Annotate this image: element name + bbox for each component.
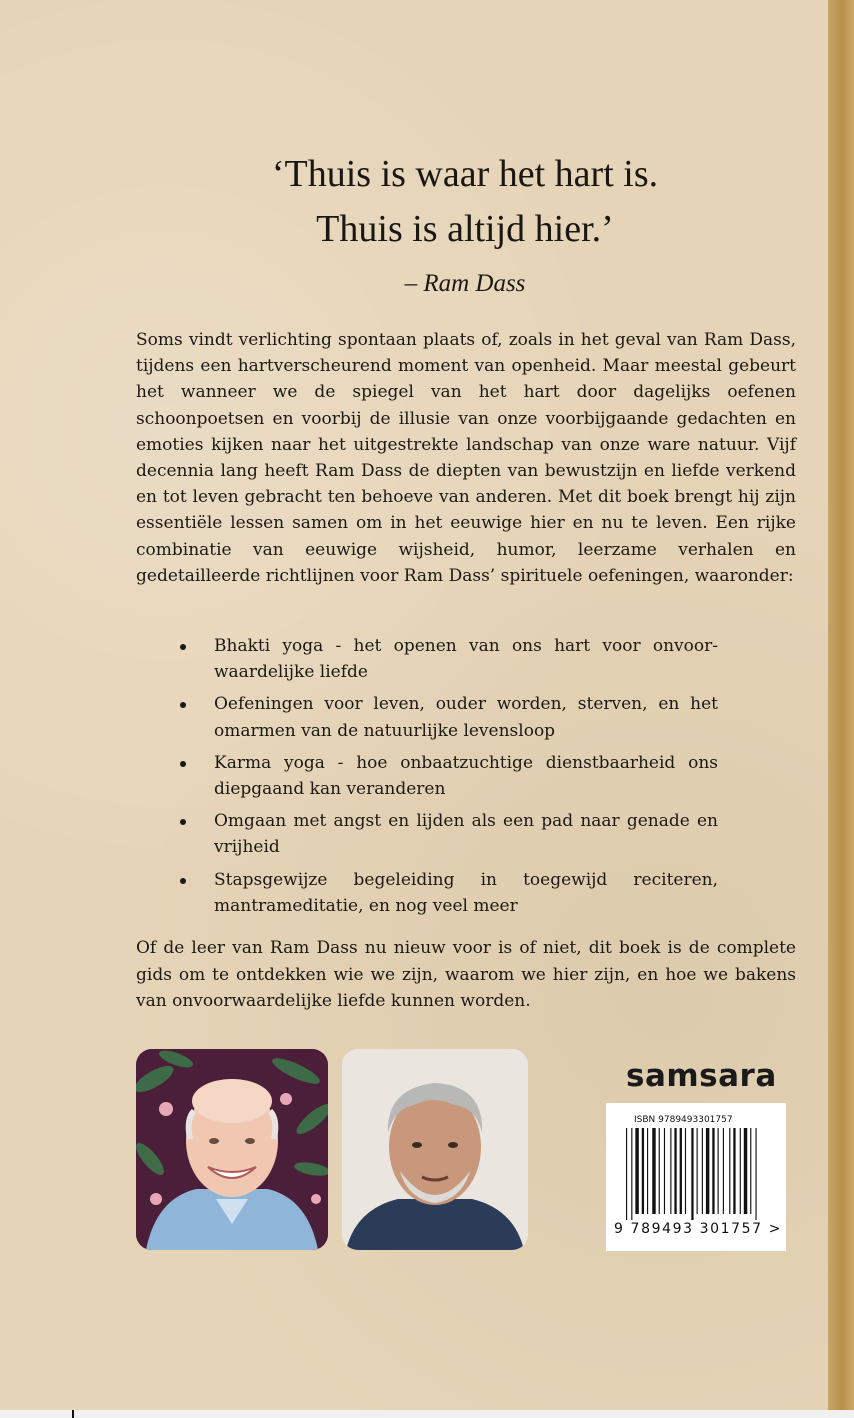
list-item — [178, 750, 718, 802]
isbn-label: ISBN 9789493301757 — [634, 1115, 733, 1125]
page-bottom-tick — [72, 1410, 74, 1418]
isbn-barcode — [606, 1103, 786, 1251]
barcode-bar — [647, 1128, 648, 1214]
portrait-illustration-1 — [136, 1049, 328, 1250]
barcode-bar — [744, 1128, 747, 1214]
intro-paragraph: Soms vindt verlichting spontaan plaats of, zoals in het geval van Ram Dass, tijdens een hartverscheurend moment van openheid. Maar meestal gebeurt het wanneer we de spiegel van het hart door dagelijks oefenen schoonpoetsen en voorbij de illusie van onze voorbijgaande gedachten en emoties kijken naar het uitgestrekte landschap van onze ware natuur. Vijf decennia lang heeft Ram Dass de diepten van bewustzijn en liefde verkend en tot leven gebracht ten behoeve van anderen. Met dit boek brengt hij zijn essentiële lessen samen om in het eeuwige hier en nu te leven. Een rijke combinatie van eeuwige wijsheid, humor, leerzame verhalen en gedetailleerde richtlijnen voor Ram Dass’ spirituele oefeningen, waaronder: — [136, 330, 796, 586]
barcode-bar — [750, 1128, 751, 1214]
barcode-bar — [733, 1128, 735, 1214]
barcode-bar — [755, 1128, 756, 1220]
bullet-dot-icon — [180, 878, 186, 884]
practice-list — [178, 633, 718, 925]
bullet-dot-icon — [180, 644, 186, 650]
quote-line-1: ‘Thuis is waar het hart is. — [271, 153, 659, 195]
list-item — [178, 633, 718, 685]
barcode-bar — [697, 1128, 698, 1214]
publisher-logo: samsara — [626, 1058, 777, 1094]
quote-line-2: Thuis is altijd hier.’ — [316, 208, 614, 250]
bullet-dot-icon — [180, 702, 186, 708]
quote-attribution: – Ram Dass — [404, 270, 526, 297]
barcode-bar — [729, 1128, 730, 1214]
barcode-digits: 9 789493 301757 > — [614, 1221, 783, 1237]
barcode-bar — [685, 1128, 686, 1214]
barcode-bar — [674, 1128, 676, 1214]
barcode-bar — [723, 1128, 724, 1214]
barcode-bar — [664, 1128, 665, 1214]
list-item — [178, 867, 718, 919]
list-item-text: Karma yoga - hoe onbaatzuchtige dienstbaarheid ons diepgaand kan veranderen — [214, 752, 718, 800]
bullet-dot-icon — [180, 819, 186, 825]
list-item-text: Omgaan met angst en lijden als een pad naar genade en vrijheid — [214, 811, 718, 858]
list-item-text: Oefeningen voor leven, ouder worden, sterven, en het omarmen van de natuurlijke levensloop — [214, 694, 718, 741]
barcode-bar — [642, 1128, 644, 1214]
barcode-bar — [740, 1128, 741, 1214]
book-spine-edge — [828, 0, 854, 1410]
barcode-bar — [659, 1128, 660, 1214]
barcode-bars — [626, 1128, 770, 1220]
bullet-dot-icon — [180, 761, 186, 767]
closing-paragraph: Of de leer van Ram Dass nu nieuw voor is of niet, dit boek is de complete gids om te ontdekken wie we zijn, waarom we hier zijn, en hoe we bakens van onvoorwaardelijke liefde kunnen worden. — [136, 938, 796, 1011]
barcode-bar — [631, 1128, 632, 1220]
barcode-bar — [702, 1128, 703, 1214]
list-item — [178, 808, 718, 860]
portrait-illustration-2 — [342, 1049, 528, 1250]
barcode-bar — [712, 1128, 714, 1214]
barcode-bar — [706, 1128, 709, 1214]
barcode-bar — [652, 1128, 655, 1214]
barcode-bar — [691, 1128, 693, 1220]
barcode-bar — [718, 1128, 719, 1214]
list-item-text: Bhakti yoga - het openen van ons hart voor onvoorwaardelijke liefde — [214, 636, 718, 683]
barcode-bar — [680, 1128, 682, 1214]
co-author-photo — [342, 1049, 528, 1250]
barcode-bar — [626, 1128, 627, 1220]
barcode-bar — [635, 1128, 638, 1214]
list-item — [178, 691, 718, 743]
list-item-text: Stapsgewijze begeleiding in toegewijd reciteren, mantrameditatie, en nog veel meer — [214, 869, 718, 916]
barcode-bar — [670, 1128, 671, 1214]
author-photo-ram-dass — [136, 1049, 328, 1250]
page-bottom-strip — [0, 1410, 854, 1418]
